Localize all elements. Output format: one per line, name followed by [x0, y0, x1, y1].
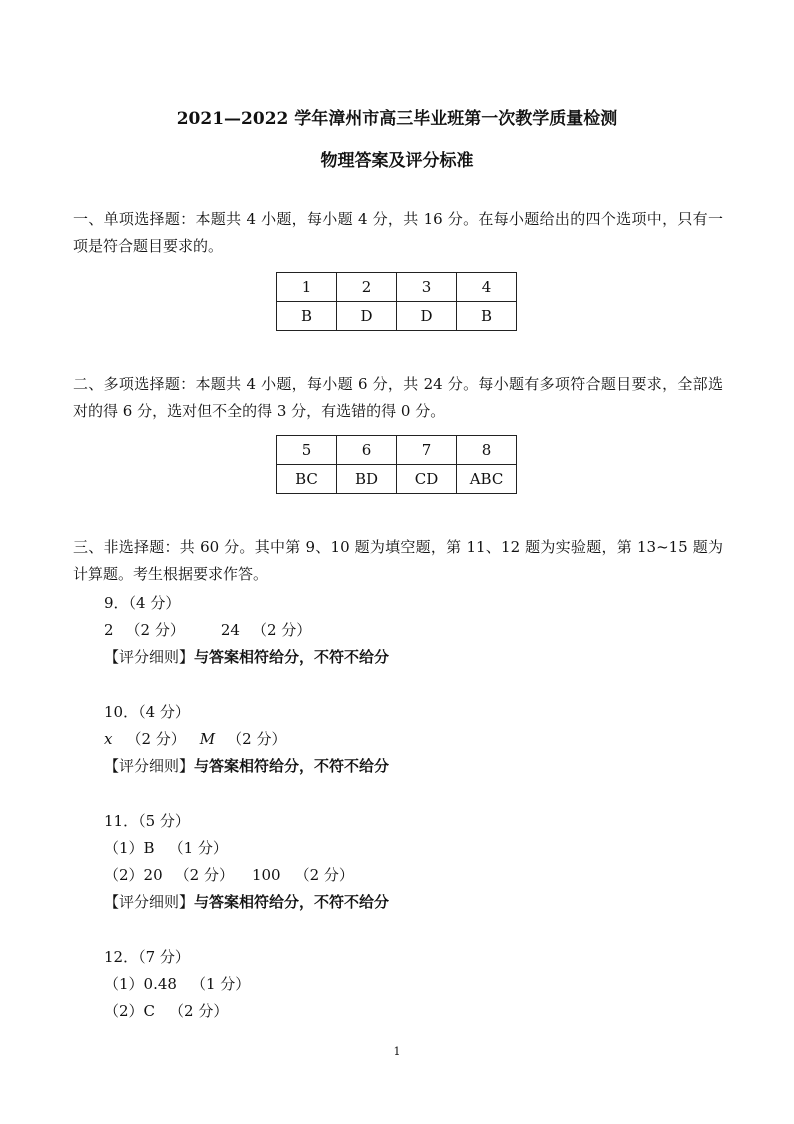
answer-cell: B — [277, 302, 337, 331]
table-row — [277, 302, 517, 331]
q12-header: 12．（7 分） — [104, 948, 190, 966]
q10-points-2: （2 分） — [227, 730, 287, 748]
q11-part2-points: （2 分） — [174, 866, 234, 884]
scoring-rule-text: 与答案相符给分，不符不给分 — [194, 757, 390, 775]
q9-answer-line — [104, 619, 311, 640]
q9-answer-1: 2 — [104, 621, 114, 639]
q11-header: 11．（5 分） — [104, 812, 190, 830]
section1-instructions: 一、单项选择题：本题共 4 小题，每小题 4 分，共 16 分。在每小题给出的四个选项中，只有一项是符合题目要求的。 — [73, 210, 723, 255]
scoring-rule-label: 【评分细则】 — [104, 648, 195, 666]
table-row — [277, 465, 517, 494]
section2-instructions: 二、多项选择题：本题共 4 小题，每小题 6 分，共 24 分。每小题有多项符合题目要求，全部选对的得 6 分，选对但不全的得 3 分，有选错的得 0 分。 — [73, 375, 723, 420]
q11-part1-points: （1 分） — [168, 839, 228, 857]
scoring-rule-text: 与答案相符给分，不符不给分 — [194, 893, 390, 911]
q12-part2-points: （2 分） — [169, 1002, 229, 1020]
q11-part2-answer: （2）20 — [104, 866, 163, 884]
table-row — [277, 436, 517, 465]
q10-header: 10．（4 分） — [104, 703, 190, 721]
page-title: 2021—2022 学年漳州市高三毕业班第一次教学质量检测 — [176, 109, 618, 129]
scoring-rule-label: 【评分细则】 — [104, 893, 195, 911]
scoring-rule-text: 与答案相符给分，不符不给分 — [194, 648, 390, 666]
answer-cell: D — [337, 302, 397, 331]
answer-cell: ABC — [457, 465, 517, 494]
scoring-rule-label: 【评分细则】 — [104, 757, 195, 775]
q9-points-1: （2 分） — [125, 621, 185, 639]
table-row — [277, 273, 517, 302]
question-number: 3 — [397, 273, 457, 302]
section1-answer-table — [276, 272, 517, 331]
q11-part2-answer-b: 100 — [251, 866, 281, 884]
q9-header: 9．（4 分） — [104, 594, 181, 612]
q10-answer-1: x — [104, 730, 113, 748]
page-subtitle: 物理答案及评分标准 — [320, 151, 474, 171]
question-number: 2 — [337, 273, 397, 302]
q9-answer-2: 24 — [220, 621, 240, 639]
q11-part1-answer: （1）B — [104, 839, 155, 857]
question-number: 6 — [337, 436, 397, 465]
answer-cell: CD — [397, 465, 457, 494]
q11-part2 — [104, 864, 354, 885]
question-number: 5 — [277, 436, 337, 465]
q10-points-1: （2 分） — [126, 730, 186, 748]
question-number: 8 — [457, 436, 517, 465]
answer-cell: D — [397, 302, 457, 331]
q12-part2 — [104, 1000, 228, 1021]
page-number: 1 — [393, 1045, 401, 1058]
q11-part1 — [104, 837, 228, 858]
question-number: 7 — [397, 436, 457, 465]
q12-part1 — [104, 973, 250, 994]
q9-points-2: （2 分） — [251, 621, 312, 639]
q11-part2-points-b: （2 分） — [294, 866, 354, 884]
question-number: 4 — [457, 273, 517, 302]
section2-answer-table — [276, 435, 517, 494]
q11-scoring-rule — [104, 891, 389, 912]
q12-part2-answer: （2）C — [104, 1002, 156, 1020]
q9-scoring-rule — [104, 646, 389, 667]
q10-answer-2: M — [199, 730, 216, 748]
q12-part1-answer: （1）0.48 — [104, 975, 177, 993]
section3-instructions: 三、非选择题：共 60 分。其中第 9、10 题为填空题，第 11、12 题为实验题，第 13~15 题为计算题。考生根据要求作答。 — [73, 538, 723, 583]
q10-answer-line — [104, 728, 286, 749]
question-number: 1 — [277, 273, 337, 302]
answer-cell: B — [457, 302, 517, 331]
q10-scoring-rule — [104, 755, 389, 776]
answer-cell: BD — [337, 465, 397, 494]
answer-cell: BC — [277, 465, 337, 494]
q12-part1-points: （1 分） — [190, 975, 251, 993]
